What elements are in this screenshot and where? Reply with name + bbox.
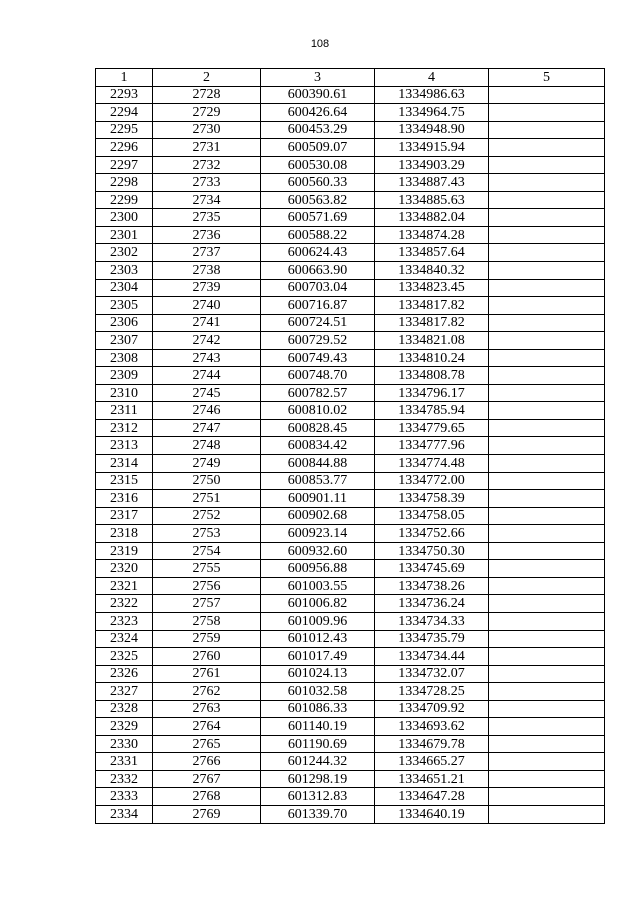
table-cell-col-3: 600588.22 <box>261 226 375 244</box>
table-cell-col-5 <box>489 402 605 420</box>
table-cell-col-3: 600749.43 <box>261 349 375 367</box>
table-cell-col-3: 600834.42 <box>261 437 375 455</box>
table-cell-col-2: 2759 <box>153 630 261 648</box>
table-row <box>96 244 605 262</box>
table-cell-col-2: 2767 <box>153 770 261 788</box>
table-row <box>96 384 605 402</box>
table-cell-col-4: 1334817.82 <box>375 314 489 332</box>
table-cell-col-2: 2757 <box>153 595 261 613</box>
table-cell-col-1: 2333 <box>96 788 153 806</box>
table-row <box>96 314 605 332</box>
table-cell-col-4: 1334796.17 <box>375 384 489 402</box>
table-cell-col-1: 2299 <box>96 191 153 209</box>
table-cell-col-5 <box>489 490 605 508</box>
table-cell-col-1: 2301 <box>96 226 153 244</box>
table-row <box>96 770 605 788</box>
column-header-3: 3 <box>261 69 375 87</box>
table-cell-col-3: 600902.68 <box>261 507 375 525</box>
table-cell-col-5 <box>489 472 605 490</box>
table-cell-col-3: 600853.77 <box>261 472 375 490</box>
table-cell-col-5 <box>489 507 605 525</box>
table-cell-col-2: 2756 <box>153 577 261 595</box>
table-cell-col-4: 1334647.28 <box>375 788 489 806</box>
table-cell-col-4: 1334665.27 <box>375 753 489 771</box>
table-cell-col-2: 2765 <box>153 735 261 753</box>
table-cell-col-3: 600932.60 <box>261 542 375 560</box>
table-cell-col-4: 1334640.19 <box>375 805 489 823</box>
table-cell-col-1: 2316 <box>96 490 153 508</box>
table-row <box>96 665 605 683</box>
table-cell-col-4: 1334693.62 <box>375 718 489 736</box>
table-cell-col-5 <box>489 683 605 701</box>
table-cell-col-4: 1334857.64 <box>375 244 489 262</box>
table-row <box>96 139 605 157</box>
table-cell-col-2: 2758 <box>153 612 261 630</box>
table-cell-col-4: 1334735.79 <box>375 630 489 648</box>
table-cell-col-1: 2327 <box>96 683 153 701</box>
table-cell-col-2: 2741 <box>153 314 261 332</box>
table-cell-col-3: 600716.87 <box>261 297 375 315</box>
table-cell-col-5 <box>489 595 605 613</box>
table-cell-col-1: 2307 <box>96 332 153 350</box>
table-cell-col-3: 601086.33 <box>261 700 375 718</box>
table-row <box>96 262 605 280</box>
table-cell-col-5 <box>489 665 605 683</box>
table-cell-col-3: 600563.82 <box>261 191 375 209</box>
table-cell-col-1: 2329 <box>96 718 153 736</box>
table-cell-col-4: 1334734.33 <box>375 612 489 630</box>
table-row <box>96 542 605 560</box>
table-cell-col-1: 2323 <box>96 612 153 630</box>
table-row <box>96 595 605 613</box>
table-cell-col-1: 2317 <box>96 507 153 525</box>
table-row <box>96 226 605 244</box>
table-cell-col-2: 2736 <box>153 226 261 244</box>
table-cell-col-3: 600729.52 <box>261 332 375 350</box>
table-row <box>96 648 605 666</box>
table-cell-col-2: 2735 <box>153 209 261 227</box>
table-cell-col-5 <box>489 419 605 437</box>
table-cell-col-3: 601140.19 <box>261 718 375 736</box>
table-cell-col-3: 600390.61 <box>261 86 375 104</box>
page-number: 108 <box>310 38 330 50</box>
table-row <box>96 437 605 455</box>
table-cell-col-3: 600956.88 <box>261 560 375 578</box>
table-row <box>96 209 605 227</box>
table-cell-col-3: 600748.70 <box>261 367 375 385</box>
column-header-2: 2 <box>153 69 261 87</box>
table-cell-col-2: 2768 <box>153 788 261 806</box>
table-cell-col-1: 2310 <box>96 384 153 402</box>
table-row <box>96 753 605 771</box>
table-row <box>96 121 605 139</box>
table-cell-col-5 <box>489 630 605 648</box>
table-cell-col-1: 2315 <box>96 472 153 490</box>
table-cell-col-2: 2734 <box>153 191 261 209</box>
table-cell-col-4: 1334882.04 <box>375 209 489 227</box>
table-cell-col-2: 2737 <box>153 244 261 262</box>
table-cell-col-5 <box>489 349 605 367</box>
table-header-row <box>96 69 605 87</box>
table-cell-col-2: 2750 <box>153 472 261 490</box>
table-cell-col-4: 1334986.63 <box>375 86 489 104</box>
table-cell-col-4: 1334821.08 <box>375 332 489 350</box>
table-cell-col-4: 1334728.25 <box>375 683 489 701</box>
table-cell-col-3: 601024.13 <box>261 665 375 683</box>
column-header-5: 5 <box>489 69 605 87</box>
table-cell-col-3: 601190.69 <box>261 735 375 753</box>
table-cell-col-1: 2324 <box>96 630 153 648</box>
table-cell-col-4: 1334734.44 <box>375 648 489 666</box>
table-cell-col-5 <box>489 437 605 455</box>
table-row <box>96 297 605 315</box>
table-cell-col-5 <box>489 297 605 315</box>
table-cell-col-1: 2303 <box>96 262 153 280</box>
table-cell-col-2: 2729 <box>153 104 261 122</box>
table-cell-col-4: 1334887.43 <box>375 174 489 192</box>
table-cell-col-3: 600426.64 <box>261 104 375 122</box>
coordinates-table <box>95 68 605 824</box>
table-cell-col-2: 2748 <box>153 437 261 455</box>
table-cell-col-2: 2730 <box>153 121 261 139</box>
table-cell-col-5 <box>489 191 605 209</box>
table-cell-col-4: 1334840.32 <box>375 262 489 280</box>
table-cell-col-2: 2764 <box>153 718 261 736</box>
table-cell-col-3: 601003.55 <box>261 577 375 595</box>
table-cell-col-3: 600453.29 <box>261 121 375 139</box>
table-row <box>96 402 605 420</box>
table-row <box>96 156 605 174</box>
table-cell-col-2: 2742 <box>153 332 261 350</box>
table-row <box>96 367 605 385</box>
table-cell-col-1: 2321 <box>96 577 153 595</box>
table-row <box>96 683 605 701</box>
table-cell-col-4: 1334651.21 <box>375 770 489 788</box>
table-cell-col-3: 601312.83 <box>261 788 375 806</box>
table-cell-col-2: 2763 <box>153 700 261 718</box>
table-cell-col-4: 1334817.82 <box>375 297 489 315</box>
table-cell-col-3: 601009.96 <box>261 612 375 630</box>
table-cell-col-5 <box>489 542 605 560</box>
table-cell-col-3: 600844.88 <box>261 455 375 473</box>
table-cell-col-5 <box>489 314 605 332</box>
table-cell-col-4: 1334874.28 <box>375 226 489 244</box>
table-cell-col-1: 2298 <box>96 174 153 192</box>
table-row <box>96 805 605 823</box>
table-cell-col-5 <box>489 384 605 402</box>
column-header-4: 4 <box>375 69 489 87</box>
table-cell-col-5 <box>489 718 605 736</box>
table-row <box>96 279 605 297</box>
table-cell-col-4: 1334903.29 <box>375 156 489 174</box>
table-cell-col-5 <box>489 455 605 473</box>
table-row <box>96 577 605 595</box>
table-row <box>96 490 605 508</box>
table-cell-col-3: 600703.04 <box>261 279 375 297</box>
table-cell-col-4: 1334745.69 <box>375 560 489 578</box>
table-cell-col-5 <box>489 788 605 806</box>
table-cell-col-2: 2744 <box>153 367 261 385</box>
table-cell-col-3: 601298.19 <box>261 770 375 788</box>
table-cell-col-5 <box>489 104 605 122</box>
table-cell-col-5 <box>489 139 605 157</box>
table-cell-col-1: 2294 <box>96 104 153 122</box>
table-cell-col-3: 600509.07 <box>261 139 375 157</box>
table-cell-col-1: 2295 <box>96 121 153 139</box>
table-cell-col-2: 2760 <box>153 648 261 666</box>
table-cell-col-4: 1334732.07 <box>375 665 489 683</box>
table-cell-col-5 <box>489 560 605 578</box>
table-cell-col-3: 601012.43 <box>261 630 375 648</box>
table-cell-col-2: 2749 <box>153 455 261 473</box>
table-cell-col-2: 2732 <box>153 156 261 174</box>
table-cell-col-4: 1334772.00 <box>375 472 489 490</box>
table-cell-col-1: 2306 <box>96 314 153 332</box>
table-row <box>96 419 605 437</box>
table-cell-col-1: 2300 <box>96 209 153 227</box>
table-cell-col-3: 601032.58 <box>261 683 375 701</box>
table-cell-col-1: 2330 <box>96 735 153 753</box>
table-cell-col-3: 600560.33 <box>261 174 375 192</box>
table-cell-col-3: 600828.45 <box>261 419 375 437</box>
table-cell-col-5 <box>489 770 605 788</box>
table-cell-col-3: 600724.51 <box>261 314 375 332</box>
table-cell-col-5 <box>489 279 605 297</box>
table-cell-col-1: 2322 <box>96 595 153 613</box>
table-cell-col-3: 600810.02 <box>261 402 375 420</box>
table-cell-col-5 <box>489 367 605 385</box>
table-cell-col-5 <box>489 86 605 104</box>
table-row <box>96 630 605 648</box>
table-cell-col-3: 600571.69 <box>261 209 375 227</box>
table-cell-col-3: 601339.70 <box>261 805 375 823</box>
table-row <box>96 472 605 490</box>
table-cell-col-2: 2766 <box>153 753 261 771</box>
table-cell-col-4: 1334738.26 <box>375 577 489 595</box>
table-cell-col-3: 600663.90 <box>261 262 375 280</box>
table-cell-col-5 <box>489 174 605 192</box>
table-cell-col-2: 2752 <box>153 507 261 525</box>
table-cell-col-5 <box>489 525 605 543</box>
table-cell-col-4: 1334885.63 <box>375 191 489 209</box>
table-row <box>96 612 605 630</box>
table-row <box>96 191 605 209</box>
table-cell-col-4: 1334777.96 <box>375 437 489 455</box>
table-cell-col-1: 2311 <box>96 402 153 420</box>
table-row <box>96 735 605 753</box>
table-cell-col-2: 2762 <box>153 683 261 701</box>
table-cell-col-1: 2331 <box>96 753 153 771</box>
table-cell-col-1: 2318 <box>96 525 153 543</box>
table-cell-col-4: 1334808.78 <box>375 367 489 385</box>
table-cell-col-5 <box>489 244 605 262</box>
table-cell-col-2: 2728 <box>153 86 261 104</box>
table-row <box>96 86 605 104</box>
table-cell-col-5 <box>489 262 605 280</box>
table-cell-col-5 <box>489 648 605 666</box>
table-cell-col-1: 2319 <box>96 542 153 560</box>
table-cell-col-5 <box>489 735 605 753</box>
table-cell-col-2: 2731 <box>153 139 261 157</box>
table-body <box>96 86 605 823</box>
table-cell-col-5 <box>489 332 605 350</box>
table-cell-col-1: 2320 <box>96 560 153 578</box>
table-cell-col-2: 2769 <box>153 805 261 823</box>
table-cell-col-3: 600901.11 <box>261 490 375 508</box>
table-cell-col-5 <box>489 700 605 718</box>
table-cell-col-3: 601017.49 <box>261 648 375 666</box>
table-cell-col-4: 1334785.94 <box>375 402 489 420</box>
table-cell-col-1: 2308 <box>96 349 153 367</box>
table-cell-col-5 <box>489 121 605 139</box>
table-cell-col-1: 2334 <box>96 805 153 823</box>
table-cell-col-5 <box>489 805 605 823</box>
column-header-1: 1 <box>96 69 153 87</box>
table-cell-col-2: 2733 <box>153 174 261 192</box>
table-cell-col-1: 2325 <box>96 648 153 666</box>
table-row <box>96 174 605 192</box>
table-cell-col-4: 1334774.48 <box>375 455 489 473</box>
table-cell-col-1: 2326 <box>96 665 153 683</box>
table-cell-col-5 <box>489 156 605 174</box>
table-cell-col-1: 2304 <box>96 279 153 297</box>
table-cell-col-4: 1334679.78 <box>375 735 489 753</box>
table-cell-col-2: 2739 <box>153 279 261 297</box>
table-cell-col-1: 2302 <box>96 244 153 262</box>
table-cell-col-1: 2297 <box>96 156 153 174</box>
table-cell-col-2: 2754 <box>153 542 261 560</box>
table-cell-col-4: 1334758.05 <box>375 507 489 525</box>
table-row <box>96 349 605 367</box>
table-cell-col-4: 1334736.24 <box>375 595 489 613</box>
table-cell-col-1: 2309 <box>96 367 153 385</box>
table-cell-col-1: 2305 <box>96 297 153 315</box>
table-cell-col-3: 600530.08 <box>261 156 375 174</box>
table-cell-col-5 <box>489 209 605 227</box>
table-cell-col-2: 2751 <box>153 490 261 508</box>
table-cell-col-1: 2332 <box>96 770 153 788</box>
table-cell-col-4: 1334709.92 <box>375 700 489 718</box>
table-row <box>96 788 605 806</box>
table-row <box>96 560 605 578</box>
table-row <box>96 104 605 122</box>
table-cell-col-3: 600624.43 <box>261 244 375 262</box>
table-cell-col-4: 1334964.75 <box>375 104 489 122</box>
table-row <box>96 525 605 543</box>
table-cell-col-1: 2314 <box>96 455 153 473</box>
table-cell-col-5 <box>489 612 605 630</box>
table-cell-col-2: 2738 <box>153 262 261 280</box>
table-cell-col-1: 2313 <box>96 437 153 455</box>
table-row <box>96 455 605 473</box>
table-cell-col-1: 2293 <box>96 86 153 104</box>
table-cell-col-5 <box>489 226 605 244</box>
table-cell-col-4: 1334915.94 <box>375 139 489 157</box>
table-cell-col-4: 1334823.45 <box>375 279 489 297</box>
table-cell-col-4: 1334752.66 <box>375 525 489 543</box>
table-cell-col-3: 600923.14 <box>261 525 375 543</box>
table-cell-col-2: 2755 <box>153 560 261 578</box>
table-cell-col-4: 1334810.24 <box>375 349 489 367</box>
table-cell-col-3: 601006.82 <box>261 595 375 613</box>
table-cell-col-5 <box>489 753 605 771</box>
table-row <box>96 507 605 525</box>
table-cell-col-1: 2328 <box>96 700 153 718</box>
table-cell-col-3: 601244.32 <box>261 753 375 771</box>
table-cell-col-2: 2743 <box>153 349 261 367</box>
table-cell-col-3: 600782.57 <box>261 384 375 402</box>
table-cell-col-4: 1334948.90 <box>375 121 489 139</box>
table-cell-col-1: 2296 <box>96 139 153 157</box>
table-cell-col-1: 2312 <box>96 419 153 437</box>
table-cell-col-4: 1334758.39 <box>375 490 489 508</box>
table-cell-col-2: 2746 <box>153 402 261 420</box>
table-cell-col-2: 2753 <box>153 525 261 543</box>
table-cell-col-2: 2761 <box>153 665 261 683</box>
table-row <box>96 718 605 736</box>
table-row <box>96 332 605 350</box>
table-cell-col-4: 1334779.65 <box>375 419 489 437</box>
table-cell-col-2: 2745 <box>153 384 261 402</box>
table-row <box>96 700 605 718</box>
table-cell-col-5 <box>489 577 605 595</box>
table-cell-col-2: 2747 <box>153 419 261 437</box>
table-cell-col-2: 2740 <box>153 297 261 315</box>
table-cell-col-4: 1334750.30 <box>375 542 489 560</box>
